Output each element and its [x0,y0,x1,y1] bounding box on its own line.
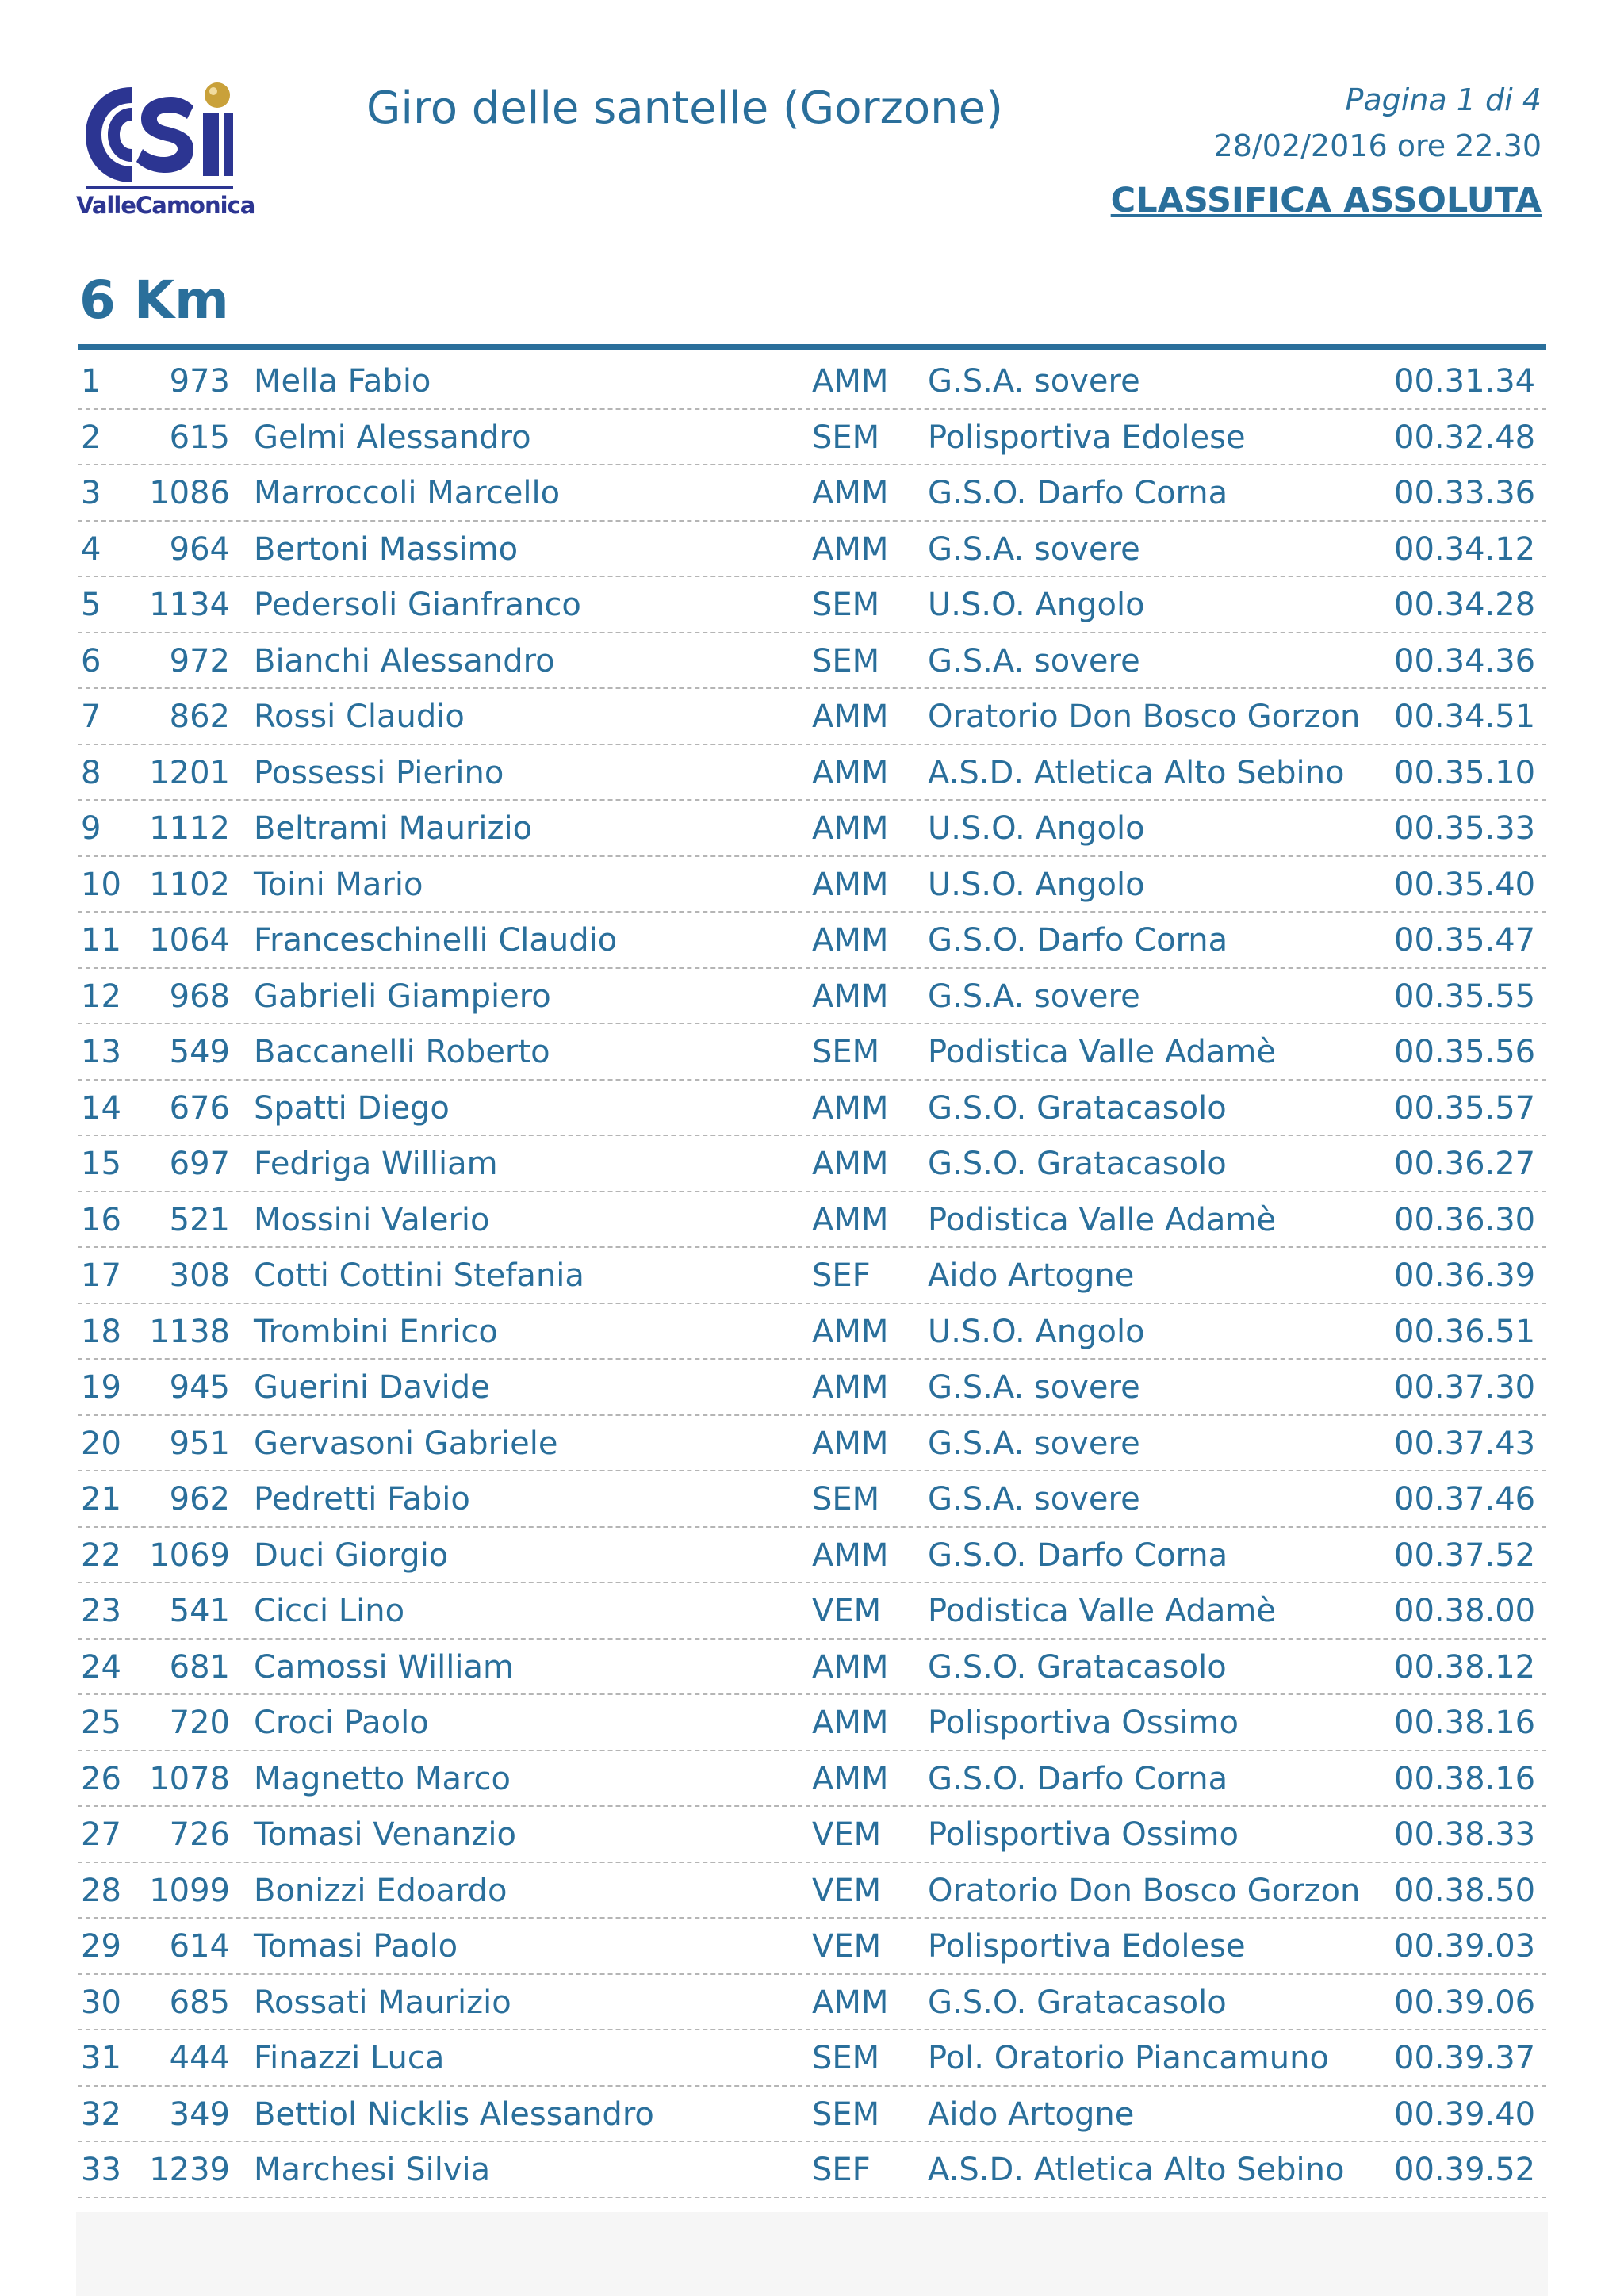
result-row [78,1640,1546,1696]
athlete-name-cell: Bertoni Massimo [254,530,519,568]
athlete-name-cell: Rossati Maurizio [254,1984,511,2021]
result-row [78,857,1546,913]
bib-cell: 308 [169,1257,230,1294]
team-cell: Polisportiva Edolese [928,1928,1246,1965]
time-cell: 00.36.39 [1394,1257,1536,1294]
time-cell: 00.35.56 [1394,1034,1536,1070]
position-cell: 17 [81,1257,121,1294]
bib-cell: 1099 [149,1872,230,1909]
result-row [78,1583,1546,1640]
position-cell: 28 [81,1872,121,1909]
time-cell: 00.35.40 [1394,866,1536,903]
position-cell: 7 [81,698,102,735]
athlete-name-cell: Bianchi Alessandro [254,642,555,679]
time-cell: 00.38.00 [1394,1593,1536,1629]
position-cell: 31 [81,2040,121,2076]
athlete-name-cell: Toini Mario [254,866,423,903]
category-cell: SEM [812,587,880,623]
bib-cell: 968 [169,978,230,1015]
time-cell: 00.39.03 [1394,1928,1536,1965]
time-cell: 00.39.40 [1394,2095,1536,2133]
bib-cell: 973 [169,363,230,400]
category-cell: AMM [812,1425,889,1462]
category-cell: AMM [812,810,889,847]
ranking-title: CLASSIFICA ASSOLUTA [1110,181,1542,220]
athlete-name-cell: Gelmi Alessandro [254,419,531,456]
position-cell: 15 [81,1146,121,1182]
position-cell: 33 [81,2152,121,2188]
bib-cell: 1239 [149,2152,230,2188]
team-cell: Oratorio Don Bosco Gorzon [928,698,1361,735]
bib-cell: 1086 [149,475,230,511]
athlete-name-cell: Magnetto Marco [254,1760,511,1797]
category-cell: AMM [812,530,889,568]
bib-cell: 614 [169,1928,230,1965]
position-cell: 6 [81,642,102,679]
bib-cell: 720 [169,1705,230,1741]
bib-cell: 1102 [149,866,230,903]
bib-cell: 726 [169,1816,230,1853]
result-row [78,913,1546,969]
result-row [78,1975,1546,2031]
category-cell: VEM [812,1928,882,1965]
position-cell: 16 [81,1201,121,1238]
team-cell: Pol. Oratorio Piancamuno [928,2040,1329,2076]
category-cell: AMM [812,1705,889,1741]
position-cell: 8 [81,754,102,791]
athlete-name-cell: Beltrami Maurizio [254,810,533,847]
position-cell: 21 [81,1481,121,1517]
time-cell: 00.32.48 [1394,419,1536,456]
bib-cell: 951 [169,1425,230,1462]
time-cell: 00.38.33 [1394,1816,1536,1853]
team-cell: G.S.A. sovere [928,1481,1140,1517]
event-title: Giro delle santelle (Gorzone) [366,82,1003,134]
bib-cell: 1201 [149,754,230,791]
athlete-name-cell: Rossi Claudio [254,698,465,735]
category-cell: SEM [812,1481,880,1517]
time-cell: 00.39.52 [1394,2152,1536,2188]
position-cell: 2 [81,419,102,456]
team-cell: Aido Artogne [928,2095,1135,2133]
time-cell: 00.38.16 [1394,1705,1536,1741]
athlete-name-cell: Cicci Lino [254,1593,405,1629]
position-cell: 26 [81,1760,121,1797]
result-row [78,1248,1546,1304]
team-cell: G.S.O. Gratacasolo [928,1984,1227,2021]
category-cell: AMM [812,1146,889,1182]
result-row [78,465,1546,522]
team-cell: Podistica Valle Adamè [928,1201,1276,1238]
category-cell: AMM [812,922,889,959]
position-cell: 24 [81,1648,121,1686]
time-cell: 00.35.47 [1394,922,1536,959]
team-cell: G.S.O. Darfo Corna [928,475,1228,511]
category-cell: AMM [812,1536,889,1574]
bib-cell: 962 [169,1481,230,1517]
team-cell: Oratorio Don Bosco Gorzon [928,1872,1361,1909]
athlete-name-cell: Gervasoni Gabriele [254,1425,558,1462]
result-row [78,577,1546,633]
time-cell: 00.35.55 [1394,978,1536,1015]
team-cell: U.S.O. Angolo [928,1313,1145,1350]
result-row [78,1304,1546,1360]
result-row [78,689,1546,745]
time-cell: 00.34.51 [1394,698,1536,735]
position-cell: 4 [81,530,102,568]
category-cell: AMM [812,475,889,511]
team-cell: A.S.D. Atletica Alto Sebino [928,754,1345,791]
team-cell: Polisportiva Edolese [928,419,1246,456]
category-cell: AMM [812,1313,889,1350]
team-cell: G.S.A. sovere [928,530,1140,568]
category-cell: SEM [812,419,880,456]
category-cell: AMM [812,978,889,1015]
category-cell: SEF [812,2152,871,2188]
athlete-name-cell: Croci Paolo [254,1705,429,1741]
bib-cell: 697 [169,1146,230,1182]
athlete-name-cell: Marroccoli Marcello [254,475,561,511]
position-cell: 27 [81,1816,121,1853]
bib-cell: 964 [169,530,230,568]
position-cell: 1 [81,363,102,400]
athlete-name-cell: Spatti Diego [254,1089,450,1127]
team-cell: G.S.O. Gratacasolo [928,1648,1227,1686]
category-cell: VEM [812,1593,882,1629]
page-bottom-band [76,2212,1548,2296]
csi-logo-icon [76,73,243,192]
athlete-name-cell: Camossi William [254,1648,514,1686]
position-cell: 32 [81,2095,121,2133]
category-cell: AMM [812,754,889,791]
time-cell: 00.35.10 [1394,754,1536,791]
time-cell: 00.36.30 [1394,1201,1536,1238]
results-table [78,354,1546,2198]
bib-cell: 349 [169,2095,230,2133]
result-row [78,969,1546,1025]
athlete-name-cell: Possessi Pierino [254,754,504,791]
bib-cell: 681 [169,1648,230,1686]
bib-cell: 685 [169,1984,230,2021]
category-cell: AMM [812,1089,889,1127]
time-cell: 00.37.46 [1394,1481,1536,1517]
category-cell: VEM [812,1816,882,1853]
position-cell: 22 [81,1536,121,1574]
time-cell: 00.38.16 [1394,1760,1536,1797]
position-cell: 13 [81,1034,121,1070]
team-cell: G.S.A. sovere [928,363,1140,400]
position-cell: 5 [81,587,102,623]
time-cell: 00.34.28 [1394,587,1536,623]
bib-cell: 945 [169,1369,230,1406]
athlete-name-cell: Tomasi Paolo [254,1928,458,1965]
time-cell: 00.36.27 [1394,1146,1536,1182]
position-cell: 20 [81,1425,121,1462]
result-row [78,1751,1546,1808]
result-row [78,1471,1546,1528]
result-row [78,1416,1546,1472]
time-cell: 00.35.57 [1394,1089,1536,1127]
bib-cell: 549 [169,1034,230,1070]
logo-text: ValleCamonica [76,192,255,219]
position-cell: 12 [81,978,121,1015]
team-cell: Podistica Valle Adamè [928,1034,1276,1070]
athlete-name-cell: Cotti Cottini Stefania [254,1257,584,1294]
team-cell: U.S.O. Angolo [928,587,1145,623]
time-cell: 00.34.12 [1394,530,1536,568]
bib-cell: 1078 [149,1760,230,1797]
category-cell: AMM [812,1984,889,2021]
position-cell: 29 [81,1928,121,1965]
result-row [78,2030,1546,2087]
position-cell: 30 [81,1984,121,2021]
category-cell: AMM [812,866,889,903]
bib-cell: 1134 [149,587,230,623]
result-row [78,1919,1546,1975]
position-cell: 11 [81,922,121,959]
category-cell: AMM [812,1760,889,1797]
team-cell: G.S.A. sovere [928,1425,1140,1462]
team-cell: G.S.O. Gratacasolo [928,1089,1227,1127]
category-cell: SEM [812,642,880,679]
time-cell: 00.31.34 [1394,363,1536,400]
position-cell: 9 [81,810,102,847]
result-row [78,2142,1546,2198]
result-row [78,801,1546,857]
team-cell: Polisportiva Ossimo [928,1816,1239,1853]
category-cell: VEM [812,1872,882,1909]
team-cell: Polisportiva Ossimo [928,1705,1239,1741]
athlete-name-cell: Bonizzi Edoardo [254,1872,508,1909]
result-row [78,1863,1546,1919]
result-row [78,1081,1546,1137]
category-cell: SEM [812,2040,880,2076]
heading-rule [78,344,1546,350]
team-cell: Podistica Valle Adamè [928,1593,1276,1629]
athlete-name-cell: Fedriga William [254,1146,498,1182]
bib-cell: 521 [169,1201,230,1238]
result-row [78,1192,1546,1249]
position-cell: 3 [81,475,102,511]
bib-cell: 862 [169,698,230,735]
team-cell: A.S.D. Atletica Alto Sebino [928,2152,1345,2188]
team-cell: G.S.A. sovere [928,642,1140,679]
athlete-name-cell: Tomasi Venanzio [254,1816,516,1853]
distance-heading: 6 Km [79,270,229,331]
team-cell: Aido Artogne [928,1257,1135,1294]
position-cell: 10 [81,866,121,903]
athlete-name-cell: Pedretti Fabio [254,1481,470,1517]
page-number: Pagina 1 di 4 [1345,82,1542,117]
athlete-name-cell: Trombini Enrico [254,1313,498,1350]
bib-cell: 615 [169,419,230,456]
team-cell: G.S.A. sovere [928,1369,1140,1406]
position-cell: 18 [81,1313,121,1350]
result-row [78,1024,1546,1081]
team-cell: G.S.O. Darfo Corna [928,1536,1228,1574]
result-row [78,633,1546,690]
time-cell: 00.39.37 [1394,2040,1536,2076]
result-row [78,1528,1546,1584]
athlete-name-cell: Gabrieli Giampiero [254,978,551,1015]
result-row [78,354,1546,410]
position-cell: 23 [81,1593,121,1629]
category-cell: AMM [812,1648,889,1686]
athlete-name-cell: Finazzi Luca [254,2040,445,2076]
category-cell: SEF [812,1257,871,1294]
time-cell: 00.34.36 [1394,642,1536,679]
time-cell: 00.36.51 [1394,1313,1536,1350]
bib-cell: 1112 [149,810,230,847]
time-cell: 00.38.12 [1394,1648,1536,1686]
team-cell: G.S.A. sovere [928,978,1140,1015]
position-cell: 19 [81,1369,121,1406]
result-row [78,1136,1546,1192]
athlete-name-cell: Baccanelli Roberto [254,1034,550,1070]
team-cell: U.S.O. Angolo [928,810,1145,847]
result-row [78,410,1546,466]
team-cell: G.S.O. Darfo Corna [928,922,1228,959]
print-date: 28/02/2016 ore 22.30 [1213,128,1542,163]
bib-cell: 676 [169,1089,230,1127]
athlete-name-cell: Guerini Davide [254,1369,490,1406]
team-cell: U.S.O. Angolo [928,866,1145,903]
result-row [78,1695,1546,1751]
result-row [78,745,1546,802]
category-cell: AMM [812,363,889,400]
athlete-name-cell: Mella Fabio [254,363,431,400]
result-row [78,522,1546,578]
time-cell: 00.38.50 [1394,1872,1536,1909]
bib-cell: 1138 [149,1313,230,1350]
athlete-name-cell: Duci Giorgio [254,1536,449,1574]
result-row [78,1360,1546,1416]
position-cell: 14 [81,1089,121,1127]
category-cell: AMM [812,1369,889,1406]
bib-cell: 444 [169,2040,230,2076]
category-cell: SEM [812,2095,880,2133]
athlete-name-cell: Mossini Valerio [254,1201,490,1238]
category-cell: AMM [812,698,889,735]
athlete-name-cell: Pedersoli Gianfranco [254,587,581,623]
bib-cell: 1064 [149,922,230,959]
result-row [78,1807,1546,1863]
bib-cell: 541 [169,1593,230,1629]
category-cell: SEM [812,1034,880,1070]
time-cell: 00.37.43 [1394,1425,1536,1462]
team-cell: G.S.O. Gratacasolo [928,1146,1227,1182]
time-cell: 00.35.33 [1394,810,1536,847]
time-cell: 00.33.36 [1394,475,1536,511]
bib-cell: 1069 [149,1536,230,1574]
athlete-name-cell: Marchesi Silvia [254,2152,491,2188]
team-cell: G.S.O. Darfo Corna [928,1760,1228,1797]
category-cell: AMM [812,1201,889,1238]
time-cell: 00.39.06 [1394,1984,1536,2021]
position-cell: 25 [81,1705,121,1741]
result-row [78,2087,1546,2143]
bib-cell: 972 [169,642,230,679]
athlete-name-cell: Bettiol Nicklis Alessandro [254,2095,654,2133]
time-cell: 00.37.30 [1394,1369,1536,1406]
csi-vallecamonica-logo [76,73,255,224]
athlete-name-cell: Franceschinelli Claudio [254,922,618,959]
time-cell: 00.37.52 [1394,1536,1536,1574]
